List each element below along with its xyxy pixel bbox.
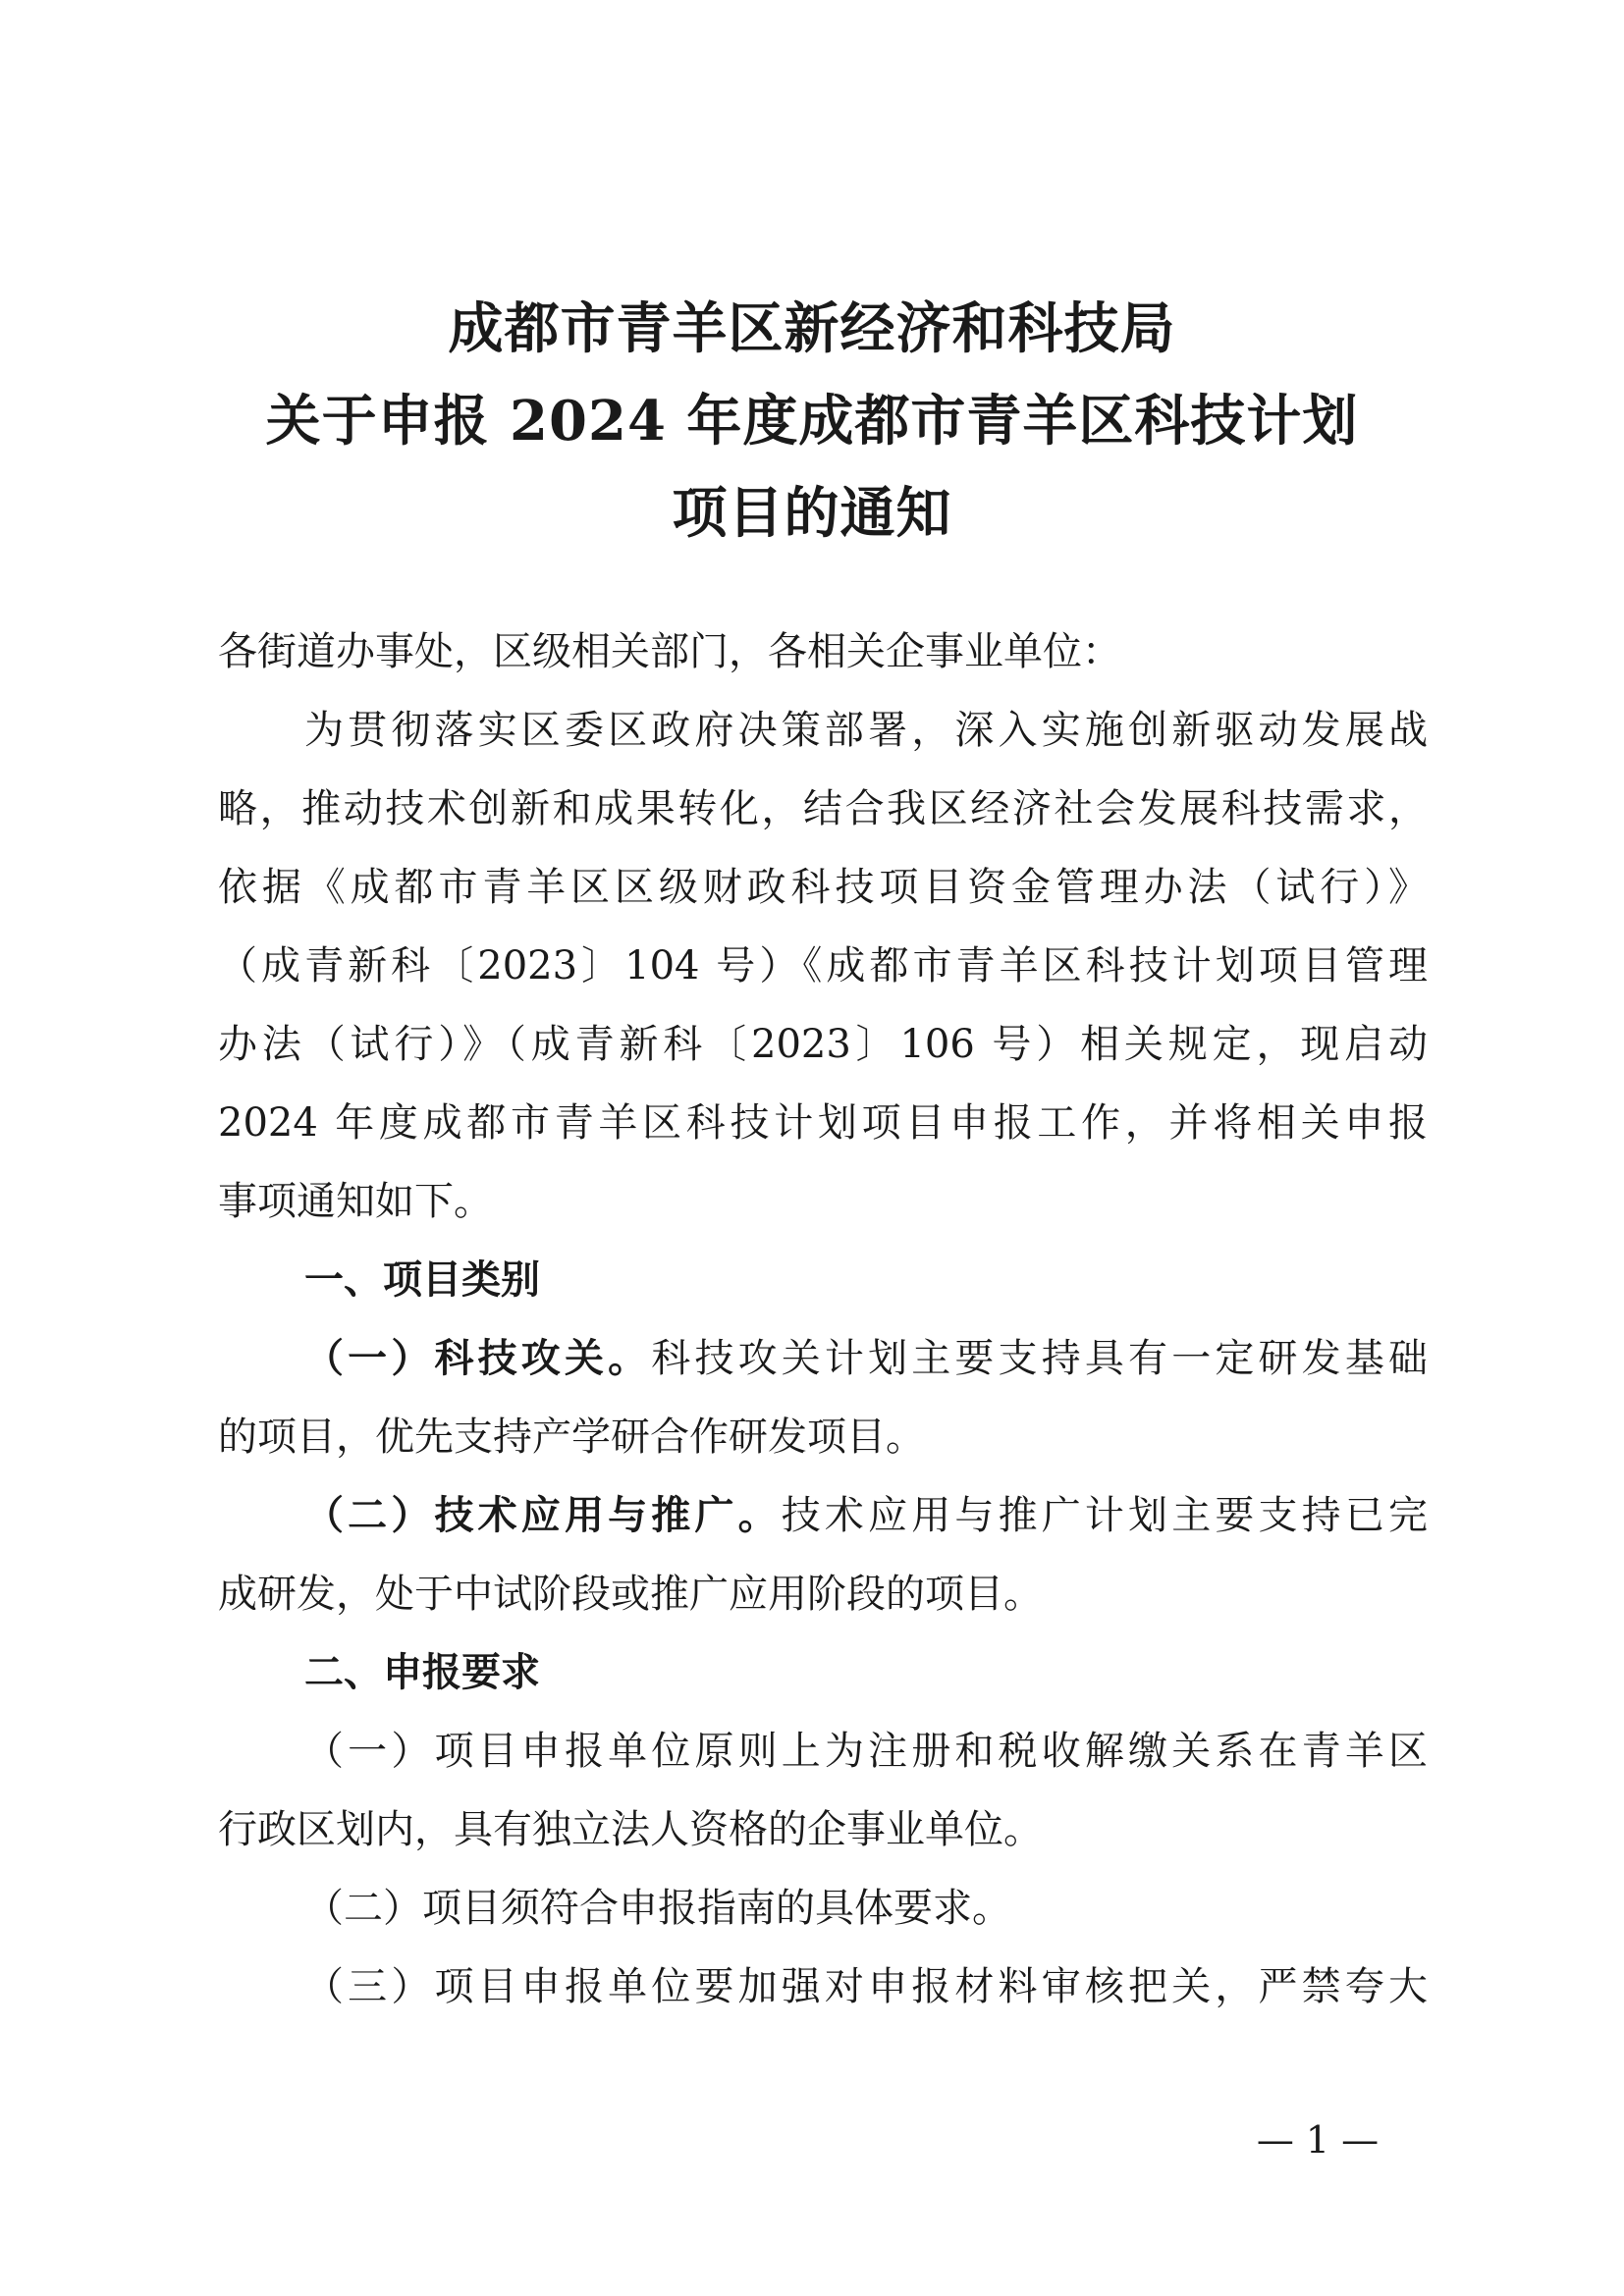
title-line-2: 关于申报 2024 年度成都市青羊区科技计划 bbox=[265, 389, 1359, 454]
intro-line-1: 为贯彻落实区委区政府决策部署，深入实施创新驱动发展战 bbox=[304, 708, 1428, 753]
category-1-text: 科技攻关计划主要支持具有一定研发基础 bbox=[651, 1336, 1429, 1381]
title-line-3: 项目的通知 bbox=[672, 481, 952, 546]
document-title bbox=[0, 283, 1624, 560]
salutation: 各街道办事处，区级相关部门，各相关企事业单位： bbox=[218, 629, 1121, 674]
section-heading-categories: 一、项目类别 bbox=[304, 1257, 540, 1303]
intro-line-4: （成青新科〔2023〕104 号）《成都市青羊区科技计划项目管理 bbox=[218, 943, 1428, 988]
category-2-lead: （二）技术应用与推广。 bbox=[304, 1493, 782, 1538]
category-1-lead: （一）科技攻关。 bbox=[304, 1336, 652, 1381]
requirement-1-line-2: 行政区划内，具有独立法人资格的企事业单位。 bbox=[218, 1807, 1043, 1852]
requirement-1-line-1: （一）项目申报单位原则上为注册和税收解缴关系在青羊区 bbox=[304, 1729, 1428, 1774]
category-2-line-1 bbox=[218, 1476, 1428, 1555]
requirement-2-line-1: （二）项目须符合申报指南的具体要求。 bbox=[304, 1886, 1011, 1931]
title-line-1: 成都市青羊区新经济和科技局 bbox=[448, 296, 1176, 361]
category-1-line-1 bbox=[218, 1319, 1428, 1398]
requirement-3-line-1: （三）项目申报单位要加强对申报材料审核把关，严禁夸大 bbox=[304, 1964, 1428, 2009]
intro-line-5: 办法（试行）》（成青新科〔2023〕106 号）相关规定，现启动 bbox=[218, 1022, 1428, 1067]
intro-line-2: 略，推动技术创新和成果转化，结合我区经济社会发展科技需求， bbox=[218, 786, 1428, 831]
intro-line-3: 依据《成都市青羊区区级财政科技项目资金管理办法（试行）》 bbox=[218, 865, 1428, 910]
intro-line-7: 事项通知如下。 bbox=[218, 1179, 493, 1224]
document-body bbox=[218, 613, 1428, 2026]
page-number: — 1 — bbox=[1256, 2118, 1380, 2162]
category-1-line-2: 的项目，优先支持产学研合作研发项目。 bbox=[218, 1415, 925, 1460]
section-heading-requirements: 二、申报要求 bbox=[304, 1650, 540, 1695]
category-2-line-2: 成研发，处于中试阶段或推广应用阶段的项目。 bbox=[218, 1572, 1043, 1617]
category-2-text: 技术应用与推广计划主要支持已完 bbox=[781, 1493, 1429, 1538]
intro-line-6: 2024 年度成都市青羊区科技计划项目申报工作，并将相关申报 bbox=[218, 1100, 1428, 1146]
